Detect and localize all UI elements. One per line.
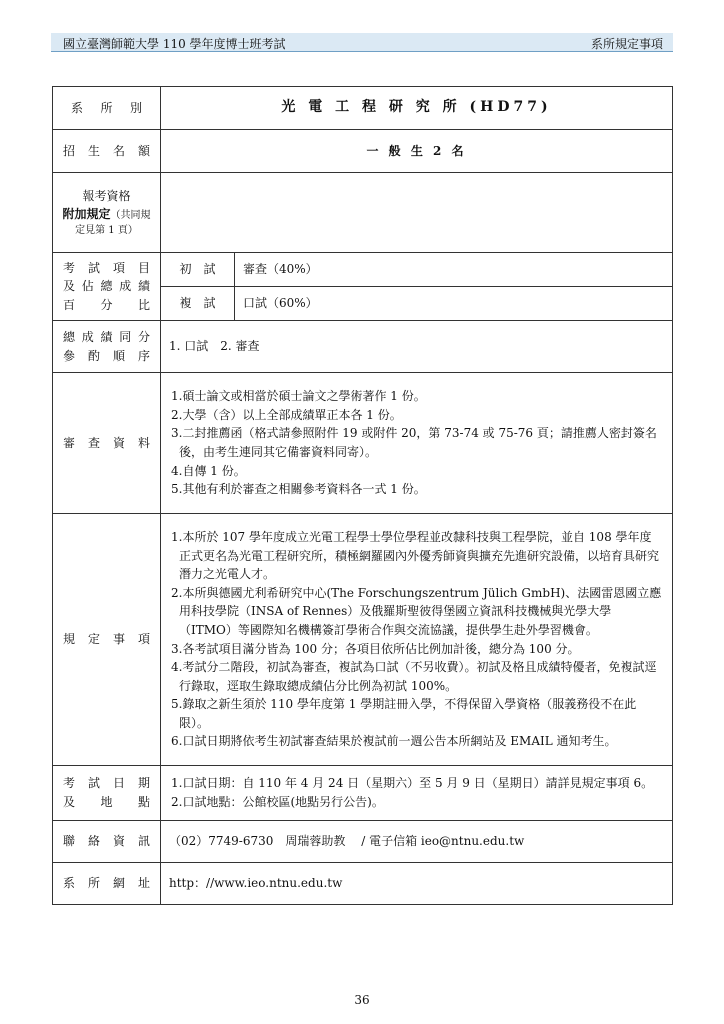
list-item: 1.口試日期：自 110 年 4 月 24 日（星期六）至 5 月 9 日（星期日）請詳見規定事項 6。 — [171, 776, 654, 791]
row-tiebreak — [53, 321, 673, 373]
label-qualification: 報考資格 附加規定（共同規 定見第 1 頁） — [53, 173, 161, 253]
list-item: 3.二封推薦函（格式請參照附件 19 或附件 20，第 73-74 或 75-76 頁；請推薦人密封簽名後，由考生連同其它備審資料同寄）。 — [171, 426, 657, 459]
row-contact — [53, 821, 673, 863]
row-rules — [53, 514, 673, 766]
row-exam-first — [53, 253, 673, 287]
qualification-value — [161, 173, 673, 253]
website-link[interactable]: http：//www.ieo.ntnu.edu.tw — [161, 863, 673, 905]
regulation-table — [52, 86, 673, 905]
label-department: 系 所 別 — [53, 87, 161, 130]
tiebreak-value: 1. 口試 2. 審查 — [161, 321, 673, 373]
label-exam-items: 考 試 項 目 及 佔 總 成 績 百 分 比 — [53, 253, 161, 321]
label-quota: 招 生 名 額 — [53, 130, 161, 173]
label-contact: 聯 絡 資 訊 — [53, 821, 161, 863]
list-item: 1.本所於 107 學年度成立光電工程學士學位學程並改隸科技與工程學院，並自 108 學年度正式更名為光電工程研究所，積極網羅國內外優秀師資與擴充先進研究設備，以培育具研究潛力之光電人才。 — [171, 529, 660, 582]
row-review — [53, 373, 673, 514]
list-item: 5.錄取之新生須於 110 學年度第 1 學期註冊入學，不得保留入學資格（服義務役不在此限）。 — [171, 697, 637, 730]
list-item: 5.其他有利於審查之相關參考資料各一式 1 份。 — [171, 482, 426, 497]
exam-second-name: 複 試 — [161, 287, 235, 321]
row-qualification — [53, 173, 673, 253]
list-item: 3.各考試項目滿分皆為 100 分；各項目依所佔比例加計後，總分為 100 分。 — [171, 641, 580, 656]
page-number: 36 — [354, 993, 370, 1007]
label-rules: 規 定 事 項 — [53, 514, 161, 766]
list-item: 4.自傳 1 份。 — [171, 463, 246, 478]
label-tiebreak: 總 成 績 同 分 參 酌 順 序 — [53, 321, 161, 373]
exam-first-name: 初 試 — [161, 253, 235, 287]
quota-value: 一 般 生 2 名 — [161, 130, 673, 173]
header-title: 國立臺灣師範大學 110 學年度博士班考試 — [63, 37, 286, 51]
department-name: 光 電 工 程 研 究 所 (HD77) — [161, 87, 673, 130]
schedule-list — [161, 766, 673, 821]
list-item: 2.口試地點：公館校區(地點另行公告)。 — [171, 795, 384, 809]
row-schedule — [53, 766, 673, 821]
list-item: 1.碩士論文或相當於碩士論文之學術著作 1 份。 — [171, 389, 426, 404]
list-item: 6.口試日期將依考生初試審查結果於複試前一週公告本所網站及 EMAIL 通知考生。 — [171, 734, 617, 749]
list-item: 4.考試分二階段，初試為審查，複試為口試（不另收費）。初試及格且成績特優者，免複試逕行錄取，逕取生錄取總成績佔分比例為初試 100%。 — [171, 660, 657, 693]
review-list — [161, 373, 673, 514]
label-schedule: 考 試 日 期 及 地 點 — [53, 766, 161, 821]
label-website: 系 所 網 址 — [53, 863, 161, 905]
exam-first-value: 審查（40%） — [235, 253, 673, 287]
row-quota — [53, 130, 673, 173]
page-header — [51, 33, 673, 52]
exam-second-value: 口試（60%） — [235, 287, 673, 321]
row-website — [53, 863, 673, 905]
contact-value: （02）7749-6730 周瑞蓉助教 / 電子信箱 ieo@ntnu.edu.tw — [161, 821, 673, 863]
list-item: 2.本所與德國尤利希研究中心(The Forschungszentrum Jülich GmbH)、法國雷恩國立應用科技學院（INSA of Rennes）及俄羅斯聖彼得堡國立資訊科技機械與光學大學（ITMO）等國際知名機構簽訂學術合作與交流協議，提供學生赴外學習機會。 — [171, 585, 662, 637]
rules-list — [161, 514, 673, 766]
list-item: 2.大學（含）以上全部成績單正本各 1 份。 — [171, 407, 402, 422]
header-section: 系所規定事項 — [590, 37, 663, 51]
row-department — [53, 87, 673, 130]
label-review: 審 查 資 料 — [53, 373, 161, 514]
